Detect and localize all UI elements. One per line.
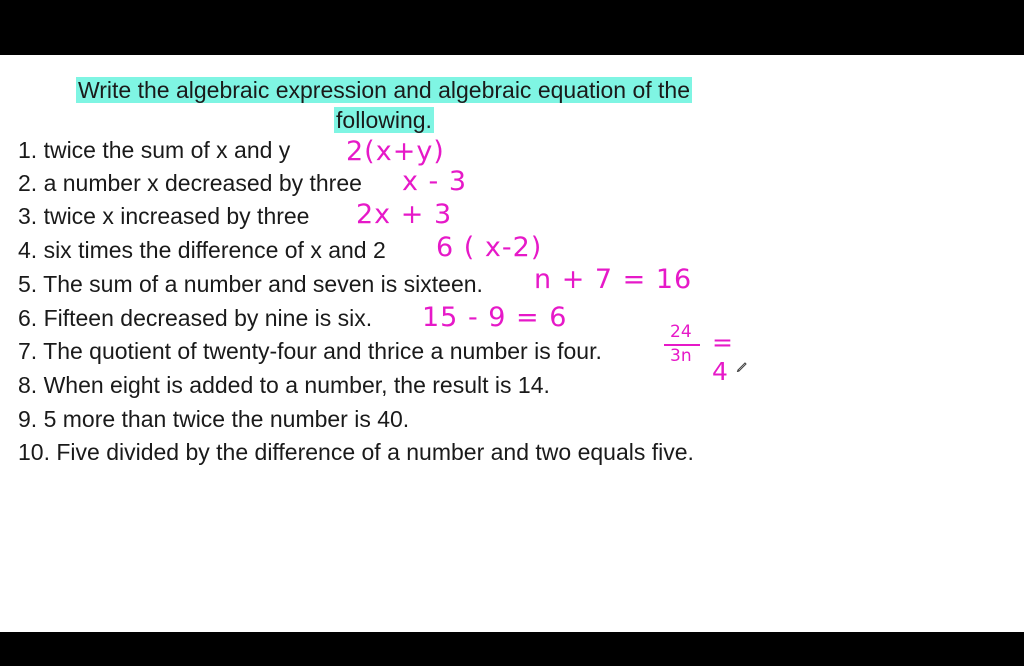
question-3: 3. twice x increased by three bbox=[18, 203, 310, 229]
answer-3: 2x + 3 bbox=[356, 199, 453, 230]
question-10: 10. Five divided by the difference of a number and two equals five. bbox=[18, 439, 694, 465]
question-8: 8. When eight is added to a number, the result is 14. bbox=[18, 372, 550, 398]
pen-cursor-icon bbox=[736, 360, 748, 372]
answer-5: n + 7 = 16 bbox=[534, 264, 693, 295]
answer-4: 6 ( x-2) bbox=[436, 232, 543, 263]
answer-2: x - 3 bbox=[402, 166, 468, 197]
question-5: 5. The sum of a number and seven is sixteen. bbox=[18, 271, 483, 297]
answer-6: 15 - 9 = 6 bbox=[422, 302, 568, 333]
answer-7-rhs: = 4 bbox=[712, 328, 733, 386]
question-4: 4. six times the difference of x and 2 bbox=[18, 237, 386, 263]
title-line-1: Write the algebraic expression and algebraic equation of the bbox=[77, 77, 690, 103]
question-1: 1. twice the sum of x and y bbox=[18, 137, 291, 163]
whiteboard-page bbox=[0, 55, 1024, 632]
page-title bbox=[58, 75, 710, 135]
title-line-2: following. bbox=[336, 107, 432, 133]
bottom-letterbox bbox=[0, 632, 1024, 666]
question-2: 2. a number x decreased by three bbox=[18, 170, 362, 196]
question-6: 6. Fifteen decreased by nine is six. bbox=[18, 305, 373, 331]
question-7: 7. The quotient of twenty-four and thrice a number is four. bbox=[18, 338, 602, 364]
answer-7-denominator: 3n bbox=[670, 346, 692, 366]
answer-7-numerator: 24 bbox=[670, 322, 692, 342]
top-letterbox bbox=[0, 0, 1024, 55]
answer-1: 2(x+y) bbox=[346, 136, 445, 167]
question-9: 9. 5 more than twice the number is 40. bbox=[18, 406, 410, 432]
